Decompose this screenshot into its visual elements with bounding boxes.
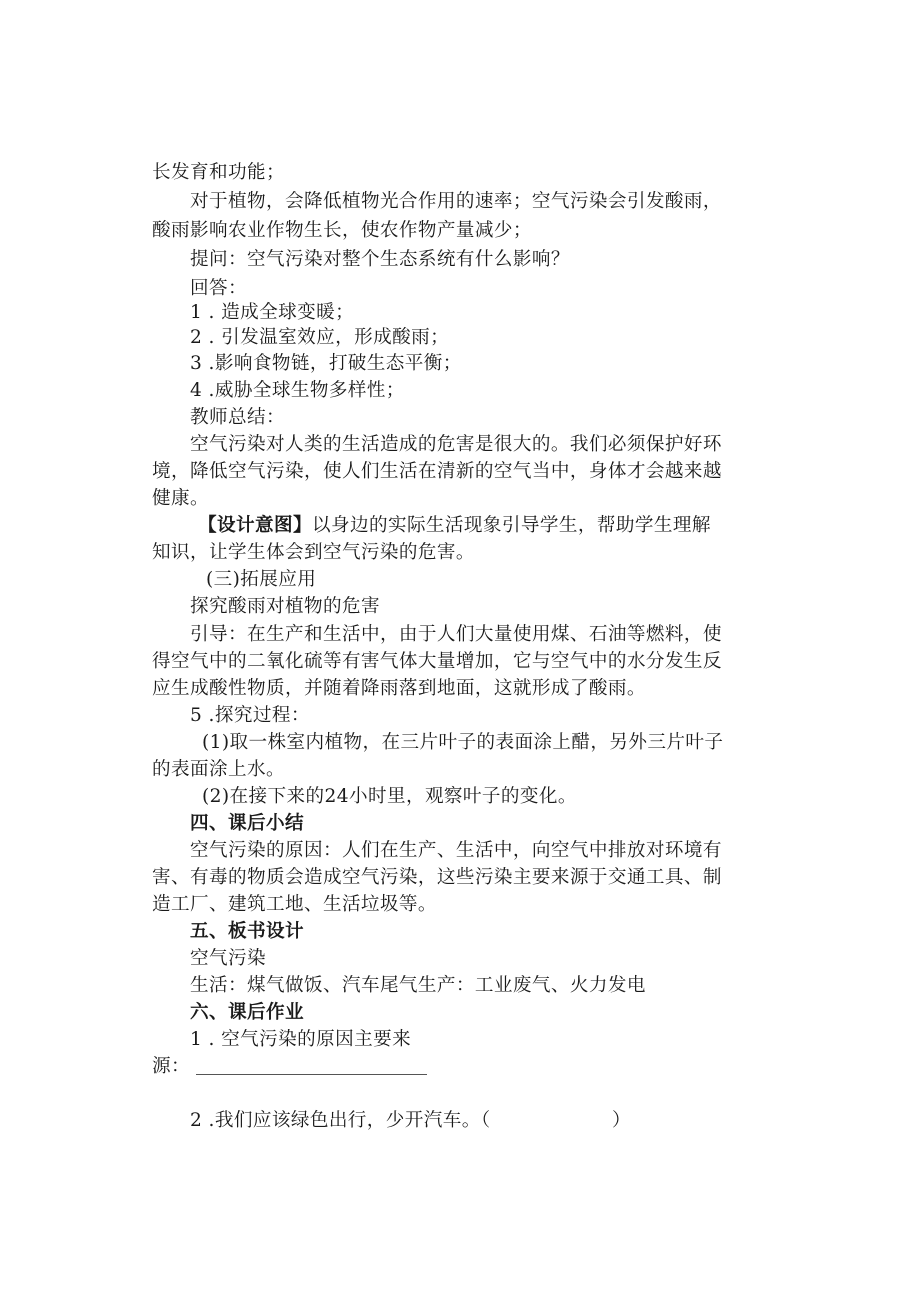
section-heading: 五、板书设计 <box>190 921 304 942</box>
text-line: 回答： <box>190 278 247 299</box>
section-heading: 六、课后作业 <box>190 1002 304 1023</box>
list-item: 4 .威胁全球生物多样性； <box>190 380 405 401</box>
list-item: 1 . 造成全球变暖； <box>190 302 355 323</box>
answer-blank <box>196 1074 427 1075</box>
text-line: 空气污染对人类的生活造成的危害是很大的。我们必须保护好环 <box>190 434 722 455</box>
text-line: (2)在接下来的24小时里，观察叶子的变化。 <box>202 786 577 807</box>
text-line: 应生成酸性物质，并随着降雨落到地面，这就形成了酸雨。 <box>152 678 646 699</box>
text-line: 生活：煤气做饭、汽车尾气生产：工业废气、火力发电 <box>190 975 646 996</box>
text-line: 知识，让学生体会到空气污染的危害。 <box>152 542 475 563</box>
text-line: 境，降低空气污染，使人们生活在清新的空气当中，身体才会越来越 <box>152 461 722 482</box>
text-line: 空气污染的原因：人们在生产、生活中，向空气中排放对环境有 <box>190 840 722 861</box>
list-item: 3 .影响食物链，打破生态平衡； <box>190 353 462 374</box>
text-line: 害、有毒的物质会造成空气污染，这些污染主要来源于交通工具、制 <box>152 867 722 888</box>
text-line: 酸雨影响农业作物生长，使农作物产量减少； <box>152 220 532 241</box>
list-item: 5 .探究过程： <box>190 705 310 726</box>
design-intent-line <box>198 513 711 539</box>
section-heading: 四、课后小结 <box>190 813 304 834</box>
design-intent-text: 以身边的实际生活现象引导学生，帮助学生理解 <box>311 515 711 536</box>
text-line: ） <box>612 1110 631 1131</box>
text-line: 引导：在生产和生活中，由于人们大量使用煤、石油等燃料，使 <box>190 624 722 645</box>
text-line: 提问：空气污染对整个生态系统有什么影响？ <box>190 249 570 270</box>
text-line: 探究酸雨对植物的危害 <box>190 596 380 617</box>
text-line: (1)取一株室内植物，在三片叶子的表面涂上醋，另外三片叶子 <box>202 732 724 753</box>
list-item: 2 . 引发温室效应，形成酸雨； <box>190 327 450 348</box>
text-line: 空气污染 <box>190 948 266 969</box>
design-intent-label: 【设计意图】 <box>198 515 312 536</box>
text-line: 造工厂、建筑工地、生活垃圾等。 <box>152 894 437 915</box>
text-line: 长发育和功能； <box>152 162 285 183</box>
subsection-heading: (三)拓展应用 <box>206 569 317 590</box>
list-item: 2 .我们应该绿色出行，少开汽车。（ <box>190 1110 491 1131</box>
text-line: 得空气中的二氧化硫等有害气体大量增加，它与空气中的水分发生反 <box>152 651 722 672</box>
text-line: 对于植物，会降低植物光合作用的速率；空气污染会引发酸雨， <box>190 191 722 212</box>
text-line: 健康。 <box>152 488 209 509</box>
text-line: 教师总结： <box>190 407 285 428</box>
text-line: 的表面涂上水。 <box>152 759 285 780</box>
text-line: 源： <box>152 1056 190 1077</box>
list-item: 1 . 空气污染的原因主要来 <box>190 1029 412 1050</box>
